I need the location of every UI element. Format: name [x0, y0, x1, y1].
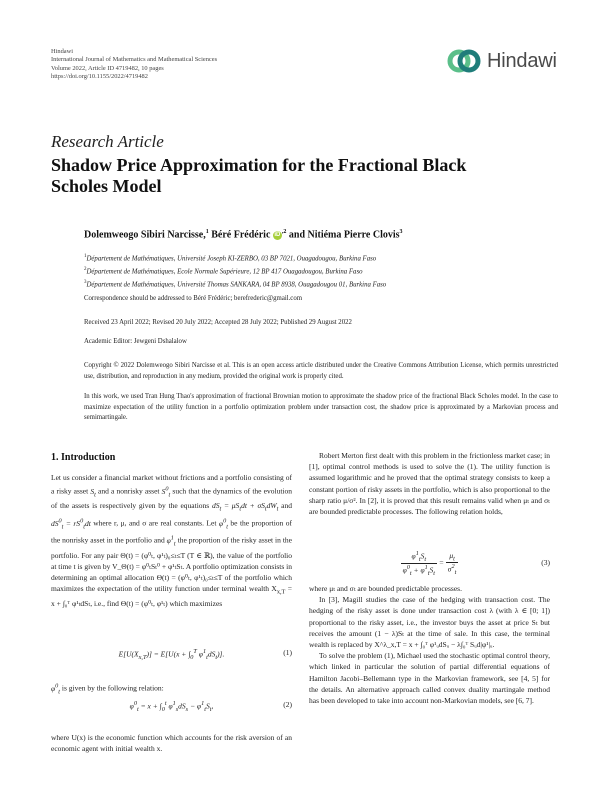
- left-column-text: Let us consider a financial market without frictions and a portfolio consisting of a risky asset $S_t$ and a nonrisky asset $S^0_t$ such that the dynamics of the evolution of the assets is respectively given by the equations $dS_t = \mu S_tdt + \sigma S_tdW_t$ and $dS^0_t = rS^0_tdt$ where r, μ, and σ are real constants. Let $\varphi^0_t$ be the proportion of the nonrisky asset in the portfolio and $\varphi^1_t$ the proportion of the risky asset in the portfolio. For any pair Θ(t) = (φ⁰ₜ, φ¹ₜ)₀≤ₜ≤T (T ∈ ℝ), the value of the portfolio at time t is given by V_Θ(t) = φ⁰ₜSₜ⁰ + φ¹ₜSₜ. A portfolio optimization consists in determining an optimal allocation Θ(t) = (φ⁰ₜ, φ¹ₜ)₀≤ₜ≤T of the portfolio which maximizes the expectation of the utility function under terminal wealth $X_{x,T} = x$ + ∫₀ᵀ φ¹ₜdSₜ, i.e., find Θ(t) = (φ⁰ₜ, φ¹ₜ) which maximizes: [51, 473, 293, 608]
- copyright-notice: Copyright © 2022 Dolemweogo Sibiri Narcisse et al. This is an open access article distributed under the Creative Commons Attribution License, which permits unrestricted use, distribution, and reproduction in any medium, provided the original work is properly cited.: [84, 362, 558, 380]
- equation-3: $\frac{\varphi^1_tS_t}{\varphi^0_t + \varphi^1_tS_t}$ = $\frac{\mu_t}{\sigma^2_t}$ (3): [402, 550, 550, 577]
- logo-text: Hindawi: [487, 49, 557, 72]
- volume-info: Volume 2022, Article ID 4719482, 10 pages: [51, 64, 164, 72]
- hindawi-logo-icon: [447, 48, 481, 74]
- affiliation-3: $^3$Département de Mathématiques, Université Thomas SANKARA, 04 BP 8938, Ouagadougou 01, Burkina Faso: [84, 279, 387, 288]
- affiliations: [84, 252, 386, 291]
- correspondence: Correspondence should be addressed to Béré Frédéric; berefrederic@gmail.com: [84, 295, 303, 302]
- affiliation-1: $^1$Département de Mathématiques, Université Joseph KI-ZERBO, 03 BP 7021, Ouagadougou, Burkina Faso: [84, 254, 377, 263]
- affiliation-2: $^2$Département de Mathématiques, Ecole Normale Supérieure, 12 BP 417 Ouagadougou, Burkina Faso: [84, 266, 363, 276]
- paper-title: Shadow Price Approximation for the Fractional Black Scholes Model: [51, 155, 467, 196]
- publication-dates: Received 23 April 2022; Revised 20 July 2022; Accepted 28 July 2022; Published 29 August 2022: [84, 319, 352, 326]
- equation-1-number: (1): [283, 648, 292, 657]
- journal-meta: [51, 48, 217, 81]
- equation-2-number: (2): [283, 700, 292, 709]
- left-column-text-2: $\varphi^0_t$ is given by the following relation:: [51, 682, 164, 695]
- equation-2: $\varphi^0_t = x + \int_0^t$ $\varphi^1_sdS_s - \varphi^1_tS_t$, (2): [129, 700, 292, 713]
- equation-3-number: (3): [541, 558, 550, 567]
- right-column-text-2: where μₜ and σₜ are bounded predictable processes. In [3], Magill studies the case of the hedging with transaction cost. The hedging of the risky asset is done under transaction cost λ (with λ ∈ [0; 1]) proportional to the risky asset, i.e., the investor buys the asset at price Sₜ but receives the amount (1 − λ)Sₜ at the time of sale. In this case, the terminal wealth is replaced by X^λ_x,T = x + ∫₀ᵀ φ¹ᵤdSᵤ − λ∫₀ᵀ Sᵤd|φ¹|ᵤ. To solve the problem (1), Michael used the stochastic optimal control theory, which linked in particular the solution of partial differential equations of Hamilton Jacobi–Bellemann type in the Markovian framework, see [4, 5] for the details. An alternative approach called convex duality martingale method has been developed to take into account non-Markovian models, see [6, 7].: [309, 584, 550, 706]
- academic-editor: Academic Editor: Jewgeni Dshalalow: [84, 338, 187, 345]
- article-type: Research Article: [51, 132, 164, 151]
- orcid-icon[interactable]: iD: [274, 232, 281, 239]
- author-2[interactable]: Béré Frédéric: [211, 229, 271, 241]
- author-list: Dolemweogo Sibiri Narcisse,$^1$ Béré Frédéric $iD^{,2}$ and Nitiéma Pierre Clovis$^3$: [84, 229, 403, 241]
- right-column-text: Robert Merton first dealt with this problem in the frictionless market case; in [1], optimal control methods is used to solve the (1). The utility function is assumed logarithmic and he proved that the optimal strategy consists to keep a constant portion of risky assets in the portfolio, which is also proportional to the sharp ratio μ/σ². In [2], it is proved that this result remains valid when μₜ and σₜ are bounded predictable processes. The following relation holds,: [309, 451, 550, 517]
- journal-name: International Journal of Mathematics and Mathematical Sciences: [51, 56, 218, 64]
- publisher-name: Hindawi: [51, 48, 74, 55]
- left-column-text-3: where U(x) is the economic function which accounts for the risk aversion of an economic agent with initial wealth x.: [51, 733, 292, 754]
- equation-1: $E[U(X_{x,T})] = E[U(x + \int_0^T$ $\varphi^1_tdS_t$)]. (1): [118, 648, 292, 661]
- hindawi-logo[interactable]: [447, 48, 557, 74]
- author-3[interactable]: and Nitiéma Pierre Clovis: [288, 229, 400, 241]
- section-heading: 1. Introduction: [51, 452, 116, 463]
- doi-link[interactable]: https://doi.org/10.1155/2022/4719482: [51, 72, 148, 80]
- abstract: In this work, we used Tran Hung Thao's approximation of fractional Brownian motion to approximate the shadow price of the fractional Black Scholes model. In the case to maximize expectation of the utility function in a portfolio optimization problem under transaction cost, the shadow price is approximated by a Markovian process and semimartingale.: [84, 393, 558, 421]
- author-1[interactable]: Dolemweogo Sibiri Narcisse,: [84, 229, 206, 241]
